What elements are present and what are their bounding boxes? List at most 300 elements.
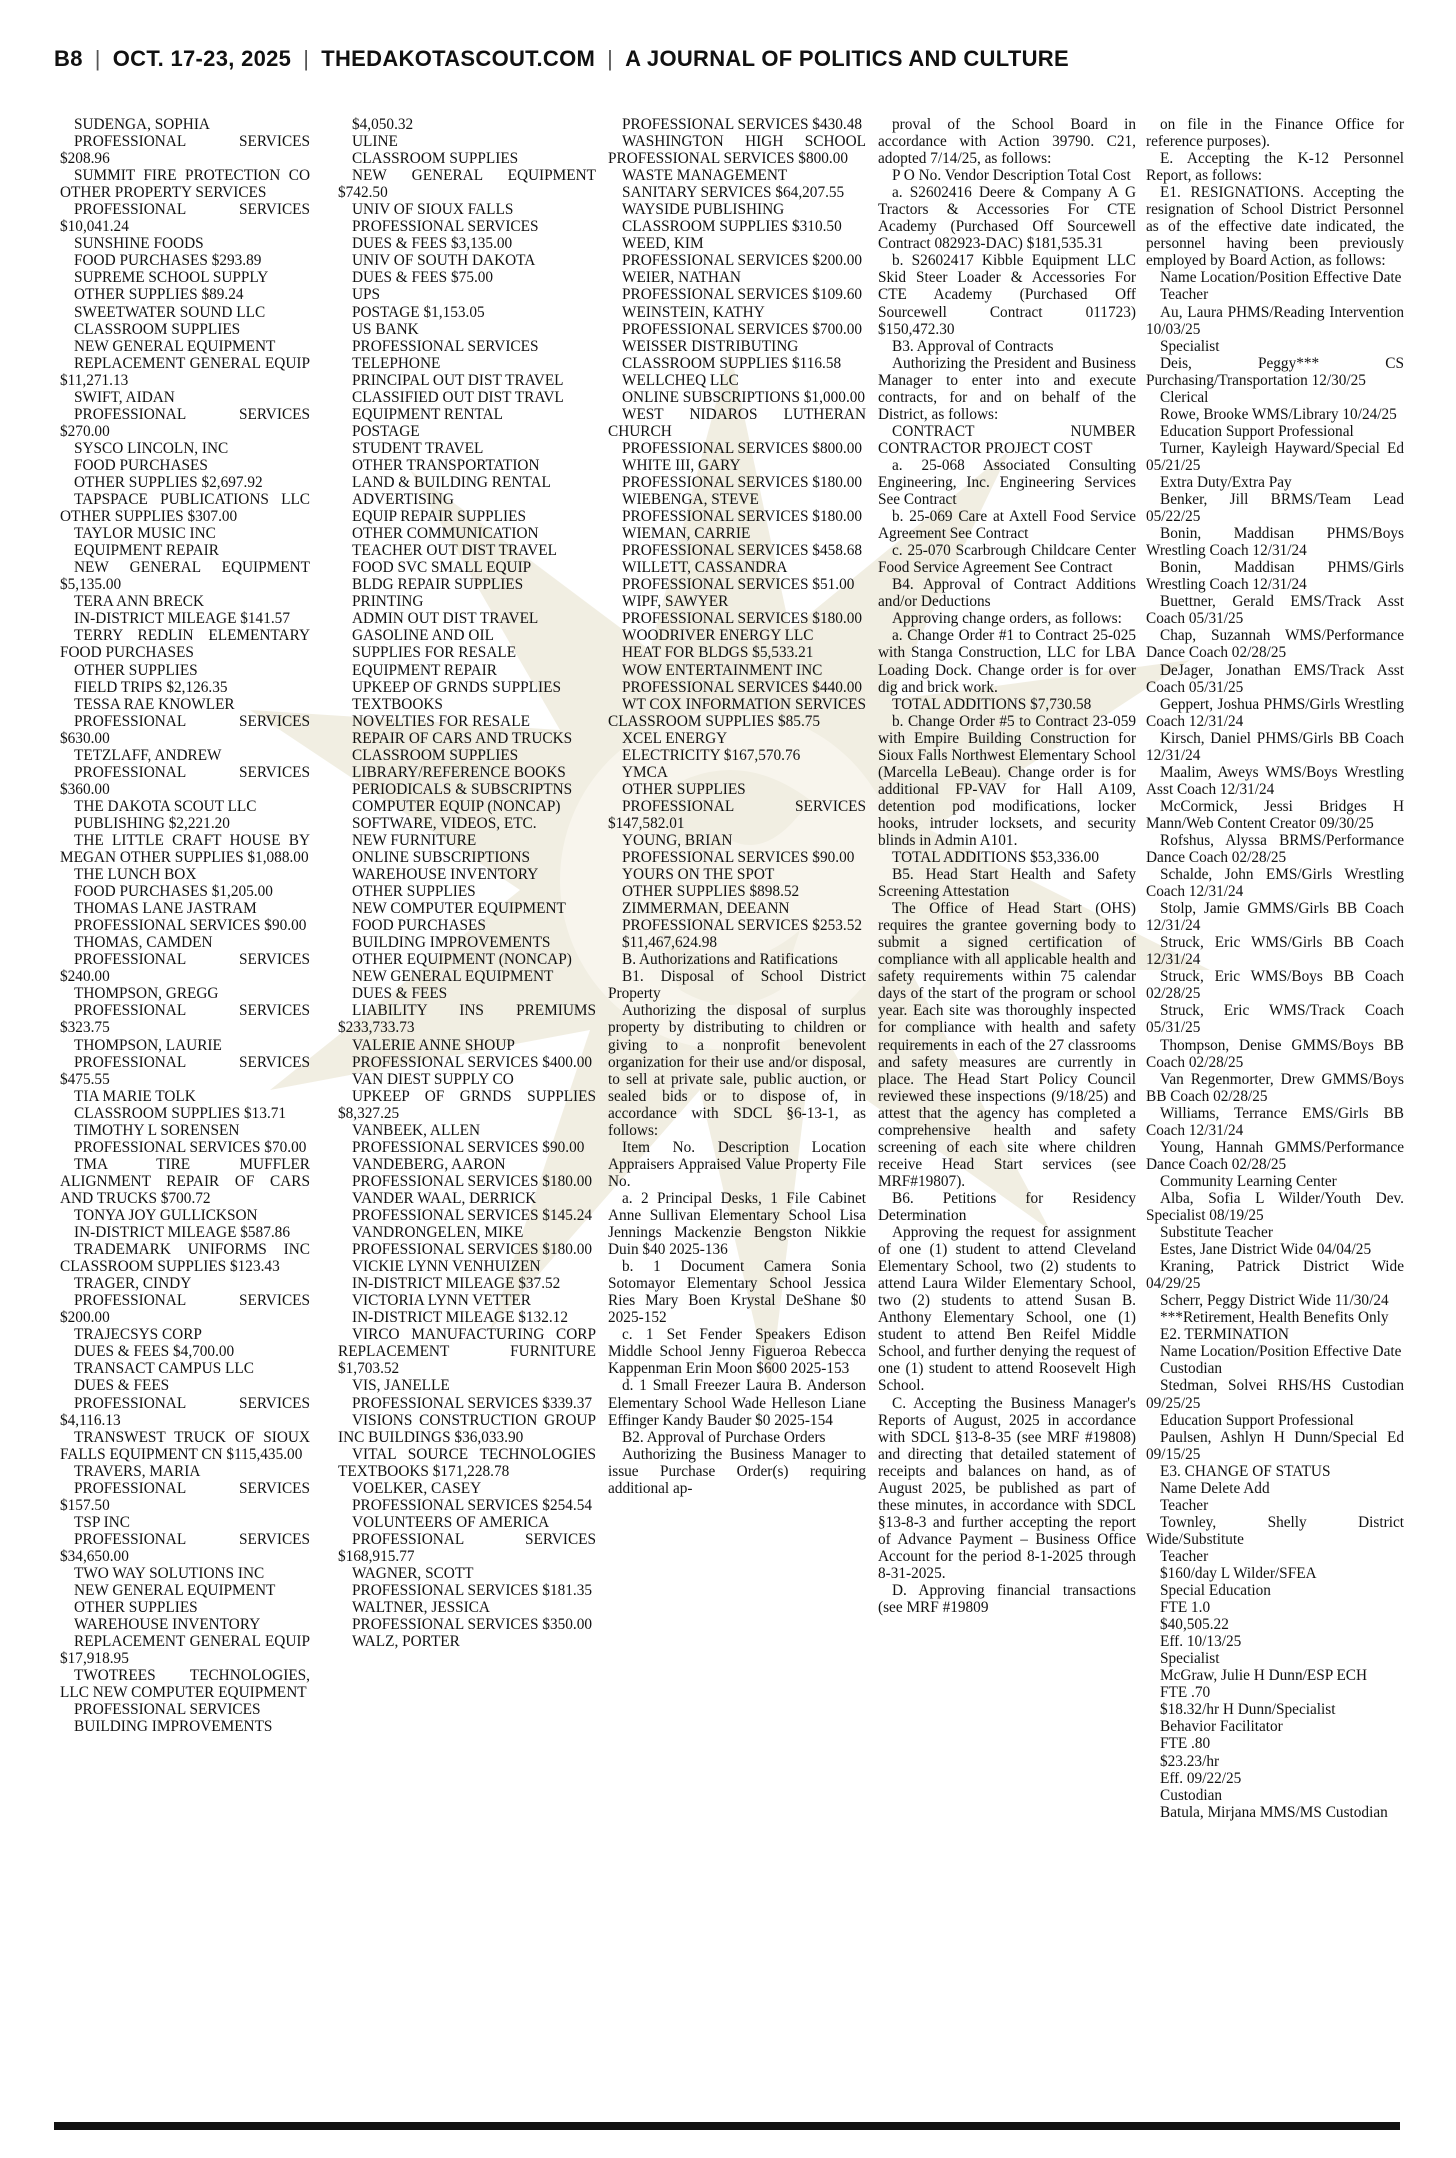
notice-line: WIPF, SAWYER bbox=[622, 593, 729, 611]
notice-line: EQUIPMENT REPAIR bbox=[74, 542, 219, 560]
notice-line: b. S2602417 Kibble Equipment LLC Skid Steer Loader & Accessories For CTE Academy (Purchased Off Sourcewell Contract 011723) $150,472.30 bbox=[878, 252, 1136, 338]
notice-line: B4. Approval of Contract Additions and/or Deductions bbox=[878, 576, 1136, 611]
notice-line: REPLACEMENT GENERAL EQUIP $11,271.13 bbox=[60, 354, 310, 389]
notice-line: PROFESSIONAL SERVICES $800.00 bbox=[622, 439, 863, 457]
notice-line: CONTRACT NUMBER CONTRACTOR PROJECT COST bbox=[878, 422, 1136, 457]
notice-line: Stedman, Solvei RHS/HS Custodian 09/25/25 bbox=[1146, 1377, 1404, 1412]
notice-line: WILLETT, CASSANDRA bbox=[622, 559, 788, 577]
notice-line: McGraw, Julie H Dunn/ESP ECH bbox=[1160, 1667, 1368, 1685]
notice-line: TRADEMARK UNIFORMS INC CLASSROOM SUPPLIES $123.43 bbox=[60, 1241, 310, 1276]
notice-line: P O No. Vendor Description Total Cost bbox=[892, 167, 1131, 185]
notice-line: IN-DISTRICT MILEAGE $132.12 bbox=[352, 1309, 568, 1327]
notice-line: DUES & FEES $4,700.00 bbox=[74, 1343, 235, 1361]
notice-line: PROFESSIONAL SERVICES $350.00 bbox=[352, 1616, 593, 1634]
notice-line: TEACHER OUT DIST TRAVEL bbox=[352, 542, 557, 560]
notice-line: Struck, Eric WMS/Track Coach 05/31/25 bbox=[1146, 1002, 1404, 1037]
notice-line: b. 1 Document Camera Sonia Sotomayor Elementary School Jessica Ries Mary Boen Krystal DeShane $0 2025-152 bbox=[608, 1258, 866, 1327]
notice-line: SUPPLIES FOR RESALE bbox=[352, 644, 517, 662]
notice-line: Item No. Description Location Appraisers Appraised Value Property File No. bbox=[608, 1138, 866, 1190]
notice-line: B1. Disposal of School District Property bbox=[608, 968, 866, 1003]
notice-line: PROFESSIONAL SERVICES $90.00 bbox=[74, 917, 307, 935]
column-3 bbox=[608, 116, 866, 2106]
notice-line: Extra Duty/Extra Pay bbox=[1160, 473, 1292, 491]
notice-line: WELLCHEQ LLC bbox=[622, 371, 739, 389]
notice-line: c. 25-070 Scarbrough Childcare Center Food Service Agreement See Contract bbox=[878, 542, 1136, 577]
notice-line: $11,467,624.98 bbox=[622, 934, 718, 952]
notice-line: B2. Approval of Purchase Orders bbox=[622, 1428, 826, 1446]
notice-line: PROFESSIONAL SERVICES $208.96 bbox=[60, 133, 310, 168]
notice-line: WAREHOUSE INVENTORY bbox=[74, 1616, 261, 1634]
notice-line: VICKIE LYNN VENHUIZEN bbox=[352, 1258, 541, 1276]
notice-line: THOMPSON, LAURIE bbox=[74, 1036, 222, 1054]
notice-line: SUDENGA, SOPHIA bbox=[74, 116, 210, 133]
notice-line: BLDG REPAIR SUPPLIES bbox=[352, 576, 524, 594]
notice-line: WAREHOUSE INVENTORY bbox=[352, 866, 539, 884]
notice-line: PROFESSIONAL SERVICES $630.00 bbox=[60, 712, 310, 747]
notice-line: PROFESSIONAL SERVICES $253.52 bbox=[622, 917, 863, 935]
notice-line: Au, Laura PHMS/Reading Intervention 10/03/25 bbox=[1146, 303, 1404, 338]
notice-line: Behavior Facilitator bbox=[1160, 1718, 1283, 1736]
notice-line: WASTE MANAGEMENT bbox=[622, 167, 788, 185]
notice-line: SUMMIT FIRE PROTECTION CO OTHER PROPERTY SERVICES bbox=[60, 167, 310, 202]
notice-line: OTHER SUPPLIES $2,697.92 bbox=[74, 473, 263, 491]
notice-line: THOMAS LANE JASTRAM bbox=[74, 900, 257, 918]
header-divider: | bbox=[94, 46, 101, 71]
notice-line: Authorizing the Business Manager to issue Purchase Order(s) requiring additional ap- bbox=[608, 1445, 866, 1497]
notice-line: PROFESSIONAL SERVICES $180.00 bbox=[622, 473, 863, 491]
notice-line: DUES & FEES $3,135.00 bbox=[352, 235, 513, 253]
notice-line: US BANK bbox=[352, 320, 419, 338]
notice-line: THOMAS, CAMDEN bbox=[74, 934, 213, 952]
notice-line: Bonin, Maddisan PHMS/Girls Wrestling Coach 12/31/24 bbox=[1146, 559, 1404, 594]
notice-line: TAYLOR MUSIC INC bbox=[74, 525, 216, 543]
notice-line: a. S2602416 Deere & Company A G Tractors & Accessories For CTE Academy (Purchased Off Sourcewell Contract 082923-DAC) $181,535.31 bbox=[878, 184, 1136, 253]
notice-line: BUILDING IMPROVEMENTS bbox=[74, 1718, 273, 1736]
notice-line: WEST NIDAROS LUTHERAN CHURCH bbox=[608, 405, 866, 440]
notice-line: PROFESSIONAL SERVICES $339.37 bbox=[352, 1394, 593, 1412]
notice-line: THE DAKOTA SCOUT LLC bbox=[74, 797, 257, 815]
notice-line: FTE .80 bbox=[1160, 1735, 1211, 1753]
notice-line: WASHINGTON HIGH SCHOOL PROFESSIONAL SERVICES $800.00 bbox=[608, 133, 866, 168]
notice-line: proval of the School Board in accordance with Action 39790. C21, adopted 7/14/25, as follows: bbox=[878, 116, 1136, 168]
notice-line: Van Regenmorter, Drew GMMS/Boys BB Coach 02/28/25 bbox=[1146, 1070, 1404, 1105]
notice-line: PRINTING bbox=[352, 593, 424, 611]
notice-line: Kirsch, Daniel PHMS/Girls BB Coach 12/31/24 bbox=[1146, 729, 1404, 764]
notice-line: TRANSWEST TRUCK OF SIOUX FALLS EQUIPMENT CN $115,435.00 bbox=[60, 1428, 310, 1463]
notice-line: Schalde, John EMS/Girls Wrestling Coach 12/31/24 bbox=[1146, 866, 1404, 901]
notice-line: Substitute Teacher bbox=[1160, 1224, 1273, 1242]
notice-line: YOUNG, BRIAN bbox=[622, 831, 733, 849]
notice-line: REPAIR OF CARS AND TRUCKS bbox=[352, 729, 573, 747]
notice-line: TOTAL ADDITIONS $53,336.00 bbox=[892, 849, 1099, 867]
notice-line: PROFESSIONAL SERVICES $200.00 bbox=[622, 252, 863, 270]
notice-line: PROFESSIONAL SERVICES $157.50 bbox=[60, 1479, 310, 1514]
notice-line: TIMOTHY L SORENSEN bbox=[74, 1121, 240, 1139]
tagline: A JOURNAL OF POLITICS AND CULTURE bbox=[625, 46, 1069, 71]
notice-line: CLASSROOM SUPPLIES $13.71 bbox=[74, 1104, 287, 1122]
column-2 bbox=[338, 116, 596, 2106]
notice-line: Approving change orders, as follows: bbox=[892, 610, 1122, 628]
notice-line: FTE 1.0 bbox=[1160, 1599, 1211, 1617]
notice-line: PROFESSIONAL SERVICES $323.75 bbox=[60, 1002, 310, 1037]
notice-line: TIA MARIE TOLK bbox=[74, 1087, 196, 1105]
notice-line: EQUIP REPAIR SUPPLIES bbox=[352, 508, 526, 526]
notice-line: SUNSHINE FOODS bbox=[74, 235, 204, 253]
notice-line: PROFESSIONAL SERVICES $51.00 bbox=[622, 576, 855, 594]
notice-line: PROFESSIONAL SERVICES $270.00 bbox=[60, 405, 310, 440]
notice-line: WEISSER DISTRIBUTING bbox=[622, 337, 799, 355]
notice-line: Teacher bbox=[1160, 1547, 1209, 1565]
notice-line: PROFESSIONAL SERVICES bbox=[74, 1701, 261, 1719]
notice-line: Chap, Suzannah WMS/Performance Dance Coach 02/28/25 bbox=[1146, 627, 1404, 662]
notice-line: WIEMAN, CARRIE bbox=[622, 525, 751, 543]
notice-line: VICTORIA LYNN VETTER bbox=[352, 1292, 531, 1310]
notice-line: TERA ANN BRECK bbox=[74, 593, 205, 611]
notice-line: YOURS ON THE SPOT bbox=[622, 866, 775, 884]
notice-line: E1. RESIGNATIONS. Accepting the resignation of School District Personnel as of the effective date indicated, the personnel having been previously employed by Board Action, as follows: bbox=[1146, 184, 1404, 270]
notice-line: FOOD PURCHASES $293.89 bbox=[74, 252, 262, 270]
notice-line: WEED, KIM bbox=[622, 235, 704, 253]
notice-line: ONLINE SUBSCRIPTIONS $1,000.00 bbox=[622, 388, 866, 406]
notice-line: VOELKER, CASEY bbox=[352, 1479, 482, 1497]
notice-line: REPLACEMENT GENERAL EQUIP $17,918.95 bbox=[60, 1633, 310, 1668]
notice-line: UNIV OF SOUTH DAKOTA bbox=[352, 252, 536, 270]
notice-line: COMPUTER EQUIP (NONCAP) bbox=[352, 797, 561, 815]
notice-line: TERRY REDLIN ELEMENTARY FOOD PURCHASES bbox=[60, 627, 310, 662]
notice-line: TOTAL ADDITIONS $7,730.58 bbox=[892, 695, 1092, 713]
notice-line: PROFESSIONAL SERVICES $145.24 bbox=[352, 1207, 593, 1224]
notice-line: VALERIE ANNE SHOUP bbox=[352, 1036, 515, 1054]
notice-line: E2. TERMINATION bbox=[1160, 1326, 1289, 1344]
header-divider: | bbox=[607, 46, 614, 71]
column-4 bbox=[878, 116, 1136, 2106]
notice-line: NEW COMPUTER EQUIPMENT bbox=[352, 900, 566, 918]
notice-line: OTHER SUPPLIES $898.52 bbox=[622, 883, 800, 901]
notice-line: VITAL SOURCE TECHNOLOGIES TEXTBOOKS $171,228.78 bbox=[338, 1445, 596, 1480]
notice-line: C. Accepting the Business Manager's Reports of August, 2025 in accordance with SDCL §13-8-35 (see MRF #19808) and directing that detailed statement of receipts and balances on hand, as of August 2025, be published as part of these minutes, in accordance with SDCL §13-8-3 and further accepting the report of Advance Payment – Business Office Account for the period 8-1-2025 through 8-31-2025. bbox=[878, 1394, 1136, 1582]
notice-line: Kraning, Patrick District Wide 04/29/25 bbox=[1146, 1258, 1404, 1293]
notice-line: PRINCIPAL OUT DIST TRAVEL bbox=[352, 371, 564, 389]
notice-line: $160/day L Wilder/SFEA bbox=[1160, 1564, 1317, 1582]
notice-line: PROFESSIONAL SERVICES bbox=[352, 218, 539, 236]
notice-line: OTHER COMMUNICATION bbox=[352, 525, 539, 543]
notice-line: PROFESSIONAL SERVICES $34,650.00 bbox=[60, 1530, 310, 1565]
notice-line: b. 25-069 Care at Axtell Food Service Agreement See Contract bbox=[878, 508, 1136, 543]
notice-line: EQUIPMENT REPAIR bbox=[352, 661, 497, 679]
notice-line: Eff. 10/13/25 bbox=[1160, 1633, 1242, 1651]
notice-line: B. Authorizations and Ratifications bbox=[622, 951, 838, 969]
notice-line: TWO WAY SOLUTIONS INC bbox=[74, 1564, 265, 1582]
notice-line: GASOLINE AND OIL bbox=[352, 627, 494, 645]
notice-line: PROFESSIONAL SERVICES bbox=[352, 337, 539, 355]
notice-line: THE LITTLE CRAFT HOUSE BY MEGAN OTHER SUPPLIES $1,088.00 bbox=[60, 831, 310, 867]
notice-line: Specialist bbox=[1160, 1650, 1220, 1668]
notice-line: WT COX INFORMATION SERVICES CLASSROOM SUPPLIES $85.75 bbox=[608, 695, 866, 730]
notice-line: YMCA bbox=[622, 763, 668, 781]
notice-line: CLASSROOM SUPPLIES bbox=[74, 320, 241, 338]
notice-line: CLASSROOM SUPPLIES $116.58 bbox=[622, 354, 842, 372]
notice-line: NEW GENERAL EQUIPMENT $742.50 bbox=[338, 167, 596, 202]
notice-columns bbox=[60, 116, 1404, 2106]
notice-line: WAYSIDE PUBLISHING bbox=[622, 201, 785, 219]
notice-line: Scherr, Peggy District Wide 11/30/24 bbox=[1160, 1292, 1389, 1310]
notice-line: Deis, Peggy*** CS Purchasing/Transportation 12/30/25 bbox=[1146, 354, 1404, 389]
issue-date: OCT. 17-23, 2025 bbox=[112, 46, 292, 71]
notice-line: PROFESSIONAL SERVICES $200.00 bbox=[60, 1292, 310, 1327]
notice-line: Specialist bbox=[1160, 337, 1220, 355]
notice-line: IN-DISTRICT MILEAGE $587.86 bbox=[74, 1224, 290, 1242]
notice-line: PROFESSIONAL SERVICES $70.00 bbox=[74, 1138, 307, 1156]
notice-line: Teacher bbox=[1160, 286, 1209, 304]
notice-line: FOOD PURCHASES $1,205.00 bbox=[74, 883, 273, 901]
notice-line: Rowe, Brooke WMS/Library 10/24/25 bbox=[1160, 405, 1397, 423]
notice-line: BUILDING IMPROVEMENTS bbox=[352, 934, 551, 952]
notice-line: Benker, Jill BRMS/Team Lead 05/22/25 bbox=[1146, 491, 1404, 526]
column-1 bbox=[60, 116, 310, 2106]
notice-line: POSTAGE $1,153.05 bbox=[352, 303, 485, 321]
notice-line: Community Learning Center bbox=[1160, 1172, 1337, 1190]
notice-line: VANDRONGELEN, MIKE bbox=[352, 1224, 524, 1242]
notice-line: Stolp, Jamie GMMS/Girls BB Coach 12/31/24 bbox=[1146, 900, 1404, 935]
notice-line: Estes, Jane District Wide 04/04/25 bbox=[1160, 1241, 1372, 1259]
notice-line: Struck, Eric WMS/Boys BB Coach 02/28/25 bbox=[1146, 968, 1404, 1003]
notice-line: $4,050.32 bbox=[352, 116, 414, 133]
notice-line: Young, Hannah GMMS/Performance Dance Coach 02/28/25 bbox=[1146, 1138, 1404, 1173]
header-divider: | bbox=[303, 46, 310, 71]
notice-line: Alba, Sofia L Wilder/Youth Dev. Specialist 08/19/25 bbox=[1146, 1189, 1404, 1224]
notice-line: DUES & FEES bbox=[74, 1377, 170, 1395]
notice-line: FOOD SVC SMALL EQUIP bbox=[352, 559, 532, 577]
notice-line: Name Location/Position Effective Date bbox=[1160, 1343, 1402, 1361]
notice-line: PROFESSIONAL SERVICES $430.48 bbox=[622, 116, 863, 133]
notice-line: CLASSROOM SUPPLIES bbox=[352, 150, 519, 168]
notice-line: OTHER EQUIPMENT (NONCAP) bbox=[352, 951, 572, 969]
notice-line: b. Change Order #5 to Contract 23-059 with Empire Building Construction for Sioux Falls Northwest Elementary School (Marcella LeBeau). Change order is for additional FP-VAV for Hall A109, detention pod modifications, locker hooks, intruder locksets, and security blinds in Admin A101. bbox=[878, 712, 1136, 849]
notice-line: a. 2 Principal Desks, 1 File Cabinet Anne Sullivan Elementary School Lisa Jennings Mackenzie Bengston Nikkie Duin $40 2025-136 bbox=[608, 1189, 866, 1259]
notice-line: LIABILITY INS PREMIUMS $233,733.73 bbox=[338, 1002, 596, 1037]
notice-line: VOLUNTEERS OF AMERICA bbox=[352, 1513, 550, 1531]
notice-line: THE LUNCH BOX bbox=[74, 866, 197, 884]
notice-line: WHITE III, GARY bbox=[622, 456, 741, 474]
notice-line: PROFESSIONAL SERVICES $700.00 bbox=[622, 320, 863, 338]
notice-line: Rofshus, Alyssa BRMS/Performance Dance Coach 02/28/25 bbox=[1146, 831, 1404, 867]
column-5 bbox=[1146, 116, 1404, 2106]
notice-line: PROFESSIONAL SERVICES $181.35 bbox=[352, 1582, 593, 1600]
notice-line: ULINE bbox=[352, 133, 398, 151]
notice-line: PROFESSIONAL SERVICES $475.55 bbox=[60, 1053, 310, 1088]
notice-line: PROFESSIONAL SERVICES $360.00 bbox=[60, 763, 310, 798]
notice-line: D. Approving financial transactions (see MRF #19809 bbox=[878, 1582, 1136, 1617]
notice-line: B6. Petitions for Residency Determination bbox=[878, 1189, 1136, 1224]
notice-line: WEINSTEIN, KATHY bbox=[622, 303, 765, 321]
notice-line: OTHER SUPPLIES bbox=[74, 661, 198, 679]
notice-line: VAN DIEST SUPPLY CO bbox=[352, 1070, 514, 1088]
notice-line: VANDER WAAL, DERRICK bbox=[352, 1189, 537, 1207]
notice-line: ***Retirement, Health Benefits Only bbox=[1160, 1309, 1389, 1327]
notice-line: PROFESSIONAL SERVICES $440.00 bbox=[622, 678, 863, 696]
notice-line: PUBLISHING $2,221.20 bbox=[74, 814, 230, 832]
notice-line: NOVELTIES FOR RESALE bbox=[352, 712, 530, 730]
notice-line: Buettner, Gerald EMS/Track Asst Coach 05/31/25 bbox=[1146, 593, 1404, 628]
notice-line: WOODRIVER ENERGY LLC bbox=[622, 627, 814, 645]
notice-line: LIBRARY/REFERENCE BOOKS bbox=[352, 763, 566, 781]
notice-line: VIS, JANELLE bbox=[352, 1377, 450, 1395]
notice-line: OTHER TRANSPORTATION bbox=[352, 456, 540, 474]
notice-line: a. Change Order #1 to Contract 25-025 with Stanga Construction, LLC for LBA Loading Dock. Change order is for over dig and brick work. bbox=[878, 627, 1136, 696]
notice-line: HEAT FOR BLDGS $5,533.21 bbox=[622, 644, 814, 662]
notice-line: TWOTREES TECHNOLOGIES, LLC NEW COMPUTER EQUIPMENT bbox=[60, 1667, 310, 1702]
notice-line: The Office of Head Start (OHS) requires the grantee governing body to submit a signed certification of compliance with all applicable health and safety requirements within 75 calendar days of the start of the program or school year. Each site was thoroughly inspected for compliance with health and safety requirements in each of the 27 classrooms and safety measures are currently in place. The Head Start Policy Council reviewed these inspections (9/18/25) and attest that the agency has completed a comprehensive health and safety screening of each site where children receive Head Start services (see MRF#19807). bbox=[878, 900, 1136, 1190]
notice-line: TMA TIRE MUFFLER ALIGNMENT REPAIR OF CARS AND TRUCKS $700.72 bbox=[60, 1155, 310, 1207]
notice-line: OTHER SUPPLIES bbox=[352, 883, 476, 901]
notice-line: $40,505.22 bbox=[1160, 1616, 1229, 1634]
notice-line: Education Support Professional bbox=[1160, 1411, 1354, 1429]
notice-line: FOOD PURCHASES bbox=[352, 917, 486, 935]
notice-line: ONLINE SUBSCRIPTIONS bbox=[352, 849, 531, 867]
notice-line: NEW GENERAL EQUIPMENT bbox=[352, 968, 554, 986]
notice-line: TEXTBOOKS bbox=[352, 695, 443, 713]
notice-line: TESSA RAE KNOWLER bbox=[74, 695, 235, 713]
notice-line: McCormick, Jessi Bridges H Mann/Web Content Creator 09/30/25 bbox=[1146, 797, 1404, 832]
notice-line: TSP INC bbox=[74, 1513, 130, 1531]
notice-line: PERIODICALS & SUBSCRIPTNS bbox=[352, 780, 573, 798]
notice-line: VANBEEK, ALLEN bbox=[352, 1121, 481, 1139]
notice-line: Special Education bbox=[1160, 1582, 1271, 1600]
notice-line: Geppert, Joshua PHMS/Girls Wrestling Coach 12/31/24 bbox=[1146, 695, 1404, 730]
notice-line: a. 25-068 Associated Consulting Engineering, Inc. Engineering Services See Contract bbox=[878, 456, 1136, 509]
notice-line: Maalim, Aweys WMS/Boys Wrestling Asst Coach 12/31/24 bbox=[1146, 763, 1404, 798]
notice-line: ADVERTISING bbox=[352, 491, 454, 509]
notice-line: PROFESSIONAL SERVICES $458.68 bbox=[622, 542, 863, 560]
notice-line: WEIER, NATHAN bbox=[622, 269, 741, 287]
notice-line: WIEBENGA, STEVE bbox=[622, 491, 759, 509]
notice-line: Custodian bbox=[1160, 1360, 1223, 1378]
notice-line: PROFESSIONAL SERVICES $240.00 bbox=[60, 951, 310, 986]
notice-line: WAGNER, SCOTT bbox=[352, 1564, 474, 1582]
notice-line: VANDEBERG, AARON bbox=[352, 1155, 506, 1173]
notice-line: PROFESSIONAL SERVICES $180.00 bbox=[352, 1172, 593, 1190]
notice-line: TONYA JOY GULLICKSON bbox=[74, 1207, 258, 1224]
notice-line: TAPSPACE PUBLICATIONS LLC OTHER SUPPLIES $307.00 bbox=[60, 491, 310, 526]
notice-line: NEW GENERAL EQUIPMENT $5,135.00 bbox=[60, 559, 310, 594]
notice-line: Clerical bbox=[1160, 388, 1209, 406]
notice-line: DUES & FEES bbox=[352, 985, 448, 1003]
notice-line: $23.23/hr bbox=[1160, 1752, 1220, 1770]
notice-line: SWEETWATER SOUND LLC bbox=[74, 303, 266, 321]
notice-line: UPKEEP OF GRNDS SUPPLIES $8,327.25 bbox=[338, 1087, 596, 1122]
notice-line: FIELD TRIPS $2,126.35 bbox=[74, 678, 228, 696]
notice-line: PROFESSIONAL SERVICES $90.00 bbox=[352, 1138, 585, 1156]
notice-line: NEW FURNITURE bbox=[352, 831, 477, 849]
notice-line: Turner, Kayleigh Hayward/Special Ed 05/21/25 bbox=[1146, 439, 1404, 474]
notice-line: XCEL ENERGY bbox=[622, 729, 728, 747]
notice-line: PROFESSIONAL SERVICES $168,915.77 bbox=[338, 1530, 596, 1565]
notice-line: SUPREME SCHOOL SUPPLY bbox=[74, 269, 269, 287]
notice-line: NEW GENERAL EQUIPMENT bbox=[74, 1582, 276, 1600]
notice-line: Name Location/Position Effective Date bbox=[1160, 269, 1402, 287]
notice-line: Approving the request for assignment of one (1) student to attend Cleveland Elementary School, two (2) students to attend Laura Wilder Elementary School, two (2) students to attend Susan B. Anthony Elementary School, one (1) student to attend Ben Reifel Middle School, and further denying the request of one (1) student to attend Roosevelt High School. bbox=[878, 1224, 1136, 1395]
notice-line: $18.32/hr H Dunn/Specialist bbox=[1160, 1701, 1336, 1719]
notice-line: d. 1 Small Freezer Laura B. Anderson Elementary School Wade Helleson Liane Effinger Kandy Bauder $0 2025-154 bbox=[608, 1377, 866, 1429]
notice-line: TRAVERS, MARIA bbox=[74, 1462, 201, 1480]
notice-line: PROFESSIONAL SERVICES $254.54 bbox=[352, 1496, 593, 1514]
notice-line: Name Delete Add bbox=[1160, 1479, 1270, 1497]
notice-line: VIRCO MANUFACTURING CORP REPLACEMENT FURNITURE $1,703.52 bbox=[338, 1326, 596, 1378]
notice-line: c. 1 Set Fender Speakers Edison Middle School Jenny Figueroa Rebecca Kappenman Erin Moon $600 2025-153 bbox=[608, 1326, 866, 1378]
notice-line: ZIMMERMAN, DEEANN bbox=[622, 900, 790, 918]
notice-line: NEW GENERAL EQUIPMENT bbox=[74, 337, 276, 355]
notice-line: Townley, Shelly District Wide/Substitute bbox=[1146, 1513, 1404, 1548]
page-number: B8 bbox=[54, 46, 83, 71]
notice-line: PROFESSIONAL SERVICES $180.00 bbox=[352, 1241, 593, 1259]
notice-line: Williams, Terrance EMS/Girls BB Coach 12/31/24 bbox=[1146, 1104, 1404, 1139]
bottom-rule bbox=[54, 2122, 1400, 2130]
notice-line: UPS bbox=[352, 286, 381, 304]
notice-line: TRAJECSYS CORP bbox=[74, 1326, 202, 1344]
notice-line: Bonin, Maddisan PHMS/Boys Wrestling Coach 12/31/24 bbox=[1146, 525, 1404, 560]
notice-line: STUDENT TRAVEL bbox=[352, 439, 484, 457]
notice-line: WALTNER, JESSICA bbox=[352, 1599, 490, 1617]
notice-line: Batula, Mirjana MMS/MS Custodian bbox=[1160, 1803, 1388, 1821]
notice-line: Authorizing the President and Business Manager to enter into and execute contracts, for and on behalf of the District, as follows: bbox=[878, 354, 1136, 423]
notice-line: LAND & BUILDING RENTAL bbox=[352, 473, 551, 491]
notice-line: POSTAGE bbox=[352, 422, 420, 440]
notice-line: B5. Head Start Health and Safety Screening Attestation bbox=[878, 866, 1136, 901]
notice-line: WALZ, PORTER bbox=[352, 1633, 460, 1651]
notice-line: PROFESSIONAL SERVICES $180.00 bbox=[622, 508, 863, 526]
notice-line: SANITARY SERVICES $64,207.55 bbox=[622, 184, 845, 202]
notice-line: OTHER SUPPLIES $89.24 bbox=[74, 286, 244, 304]
notice-line: Custodian bbox=[1160, 1786, 1223, 1804]
notice-line: VISIONS CONSTRUCTION GROUP INC BUILDINGS $36,033.90 bbox=[338, 1411, 596, 1446]
notice-line: E. Accepting the K-12 Personnel Report, as follows: bbox=[1146, 150, 1404, 185]
notice-line: IN-DISTRICT MILEAGE $141.57 bbox=[74, 610, 290, 628]
notice-line: PROFESSIONAL SERVICES $400.00 bbox=[352, 1053, 593, 1071]
notice-line: WOW ENTERTAINMENT INC bbox=[622, 661, 823, 679]
notice-line: PROFESSIONAL SERVICES $109.60 bbox=[622, 286, 863, 304]
notice-line: ELECTRICITY $167,570.76 bbox=[622, 746, 801, 764]
notice-line: E3. CHANGE OF STATUS bbox=[1160, 1462, 1331, 1480]
notice-line: PROFESSIONAL SERVICES $10,041.24 bbox=[60, 201, 310, 236]
notice-line: UPKEEP OF GRNDS SUPPLIES bbox=[352, 678, 561, 696]
notice-line: TETZLAFF, ANDREW bbox=[74, 746, 222, 764]
notice-line: ADMIN OUT DIST TRAVEL bbox=[352, 610, 539, 628]
notice-line: OTHER SUPPLIES bbox=[74, 1599, 198, 1617]
notice-line: TELEPHONE bbox=[352, 354, 441, 372]
notice-line: PROFESSIONAL SERVICES $4,116.13 bbox=[60, 1394, 310, 1429]
notice-line: PROFESSIONAL SERVICES $180.00 bbox=[622, 610, 863, 628]
notice-line: DeJager, Jonathan EMS/Track Asst Coach 05/31/25 bbox=[1146, 661, 1404, 696]
notice-line: SYSCO LINCOLN, INC bbox=[74, 439, 229, 457]
notice-line: SWIFT, AIDAN bbox=[74, 388, 175, 406]
notice-line: Teacher bbox=[1160, 1496, 1209, 1514]
notice-line: CLASSIFIED OUT DIST TRAVL bbox=[352, 388, 564, 406]
notice-line: PROFESSIONAL SERVICES $147,582.01 bbox=[608, 797, 866, 832]
notice-line: TRANSACT CAMPUS LLC bbox=[74, 1360, 254, 1378]
notice-line: SOFTWARE, VIDEOS, ETC. bbox=[352, 814, 537, 832]
notice-line: UNIV OF SIOUX FALLS bbox=[352, 201, 514, 219]
notice-line: PROFESSIONAL SERVICES $90.00 bbox=[622, 849, 855, 867]
notice-line: Eff. 09/22/25 bbox=[1160, 1769, 1242, 1787]
notice-line: TRAGER, CINDY bbox=[74, 1275, 192, 1293]
notice-line: B3. Approval of Contracts bbox=[892, 337, 1054, 355]
notice-line: DUES & FEES $75.00 bbox=[352, 269, 494, 287]
notice-line: on file in the Finance Office for reference purposes). bbox=[1146, 116, 1404, 151]
notice-line: Struck, Eric WMS/Girls BB Coach 12/31/24 bbox=[1146, 934, 1404, 969]
page-header bbox=[54, 46, 1454, 72]
notice-line: Education Support Professional bbox=[1160, 422, 1354, 440]
notice-line: Authorizing the disposal of surplus property by distributing to children or giving to a nonprofit benevolent organization for their use and/or disposal, to sell at private sale, public auction, or sealed bids or to dispose of, in accordance with SDCL §6-13-1, as follows: bbox=[608, 1002, 866, 1139]
